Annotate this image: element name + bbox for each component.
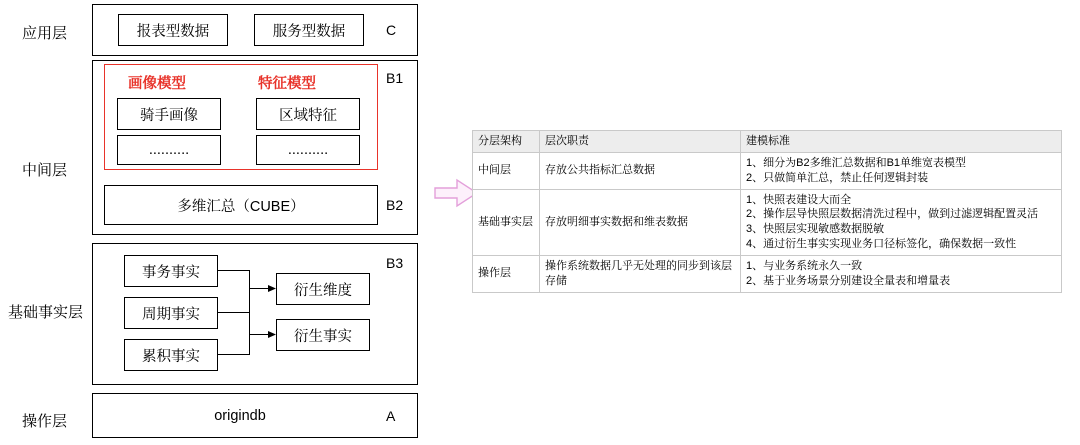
standard-item: 1、快照表建设大而全 [746,193,852,206]
table-header-row [473,131,1062,153]
layer-standards-table [472,130,1062,293]
table-cell-standards [741,152,1062,189]
standard-item: 1、与业务系统永久一致 [746,259,863,272]
base-fact-transaction[interactable]: 事务事实 [124,255,218,287]
operation-layer-origindb-label: origindb [214,407,266,424]
connector-accumulative-stub [218,354,250,355]
application-box-report[interactable]: 报表型数据 [118,14,228,46]
table-row [473,152,1062,189]
table-cell-duty: 操作系统数据几乎无处理的同步到该层存储 [540,255,741,292]
table-cell-layer: 操作层 [473,255,540,292]
connector-transaction-stub [218,270,250,271]
connector-to-derived-fact [249,334,271,335]
b1-item-rider-portrait[interactable]: 骑手画像 [117,98,221,130]
table-cell-standards [741,255,1062,292]
connector-periodic-stub [218,312,250,313]
base-fact-periodic[interactable]: 周期事实 [124,297,218,329]
application-box-service[interactable]: 服务型数据 [254,14,364,46]
b2-cube-box[interactable]: 多维汇总（CUBE） [104,185,378,225]
b1-group-title-portrait: 画像模型 [128,76,186,92]
b1-item-region-feature[interactable]: 区域特征 [256,98,360,130]
layer-label-middle: 中间层 [22,162,68,179]
layer-label-application: 应用层 [22,25,68,42]
b1-group-title-feature: 特征模型 [258,76,316,92]
table-cell-layer: 中间层 [473,152,540,189]
table-header-standard: 建模标准 [741,131,1062,153]
connector-to-derived-dimension [249,288,271,289]
b1-item-portrait-more[interactable]: .......... [117,135,221,165]
table-row [473,255,1062,292]
layer-label-base-fact: 基础事实层 [8,304,84,321]
standard-item: 3、快照层实现敏感数据脱敏 [746,223,885,236]
connector-vertical-bus [249,270,250,355]
application-layer-tag: C [386,22,397,38]
b1-tag: B1 [386,70,404,86]
standard-item: 2、操作层导快照层数据清洗过程中，做到过滤逻辑配置灵活 [746,208,1039,221]
table-cell-duty: 存放明细事实数据和维表数据 [540,189,741,255]
standard-item: 2、基于业务场景分别建设全量表和增量表 [746,274,951,287]
table-row [473,189,1062,255]
b2-tag: B2 [386,197,404,213]
standard-item: 2、只做简单汇总，禁止任何逻辑封装 [746,171,929,184]
operation-layer-tag: A [386,408,396,424]
table-header-duty: 层次职责 [540,131,741,153]
table-cell-standards [741,189,1062,255]
standard-item: 4、通过衍生事实实现业务口径标签化，确保数据一致性 [746,238,1017,251]
standard-item: 1、细分为B2多维汇总数据和B1单维宽表模型 [746,156,967,169]
table-cell-duty: 存放公共指标汇总数据 [540,152,741,189]
table-cell-layer: 基础事实层 [473,189,540,255]
b3-tag: B3 [386,255,404,271]
derived-fact[interactable]: 衍生事实 [276,319,370,351]
base-fact-accumulative[interactable]: 累积事实 [124,339,218,371]
derived-dimension[interactable]: 衍生维度 [276,273,370,305]
layer-label-operation: 操作层 [22,413,68,430]
b1-item-feature-more[interactable]: .......... [256,135,360,165]
table-header-layer: 分层架构 [473,131,540,153]
